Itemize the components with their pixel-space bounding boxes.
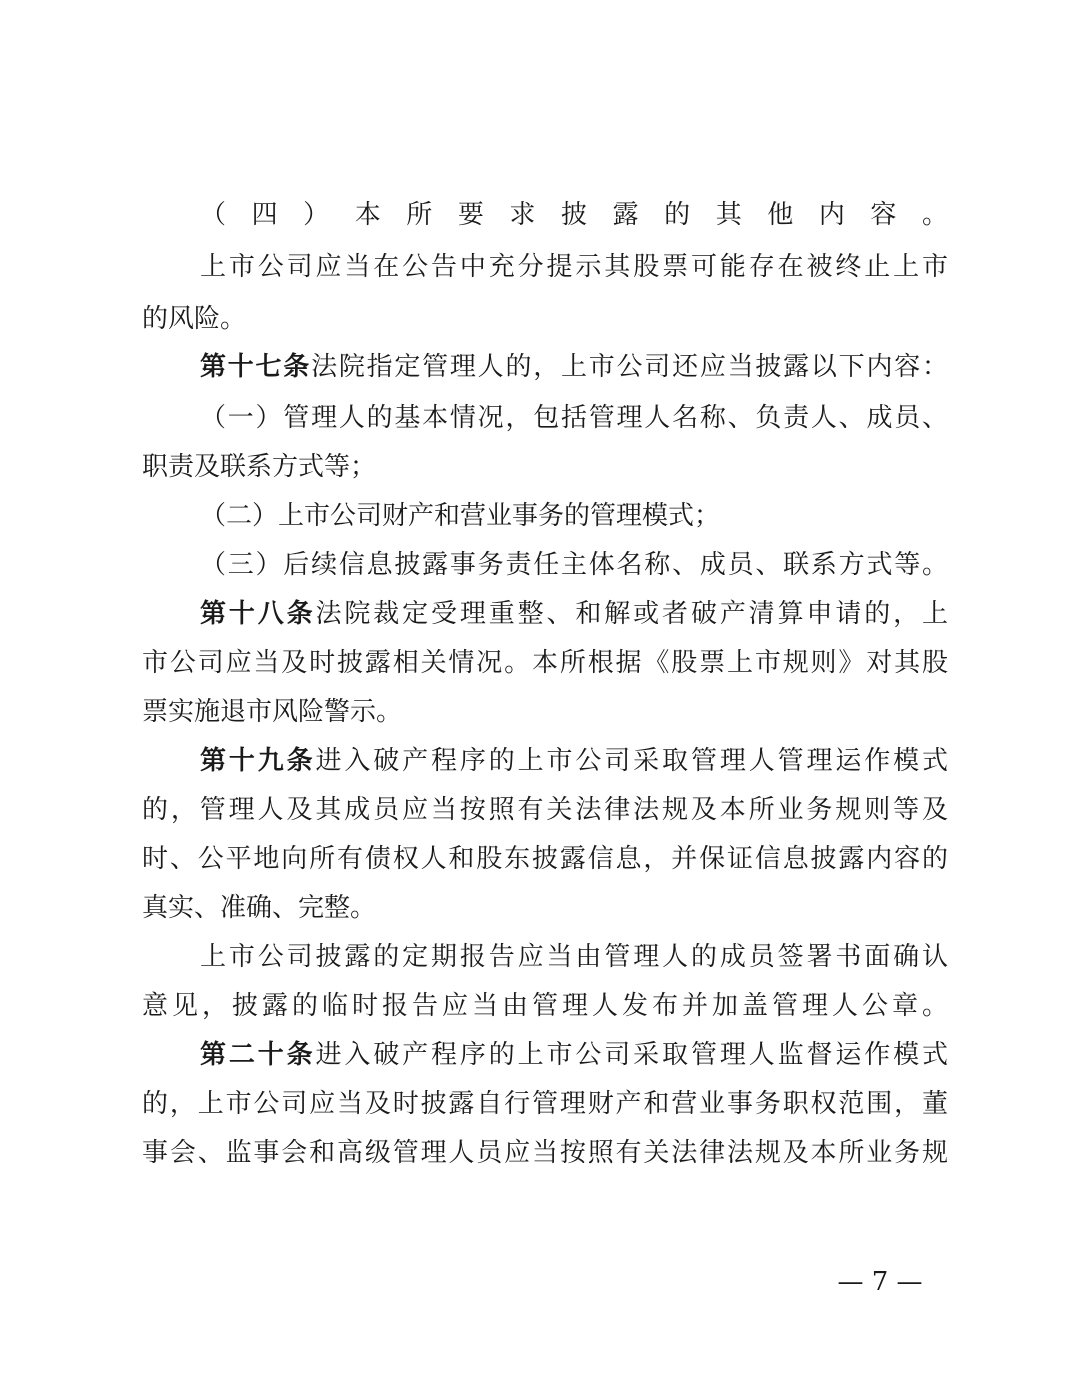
text-span: （四）本所要求披露的其他内容。: [200, 200, 948, 230]
text-span: （二）上市公司财产和营业事务的管理模式；: [200, 501, 721, 531]
paragraph-line: [142, 839, 948, 879]
text-span: 市公司应当及时披露相关情况。本所根据《股票上市规则》对其股: [142, 648, 948, 678]
text-span: 的，上市公司应当及时披露自行管理财产和营业事务职权范围，董: [142, 1089, 948, 1119]
article-20-label: 第二十条: [200, 1040, 316, 1070]
text-span: 票实施退市风险警示。: [142, 697, 403, 727]
article-17-line: [200, 347, 948, 387]
paragraph-line: [142, 790, 948, 830]
page-number: — 7 —: [837, 1267, 923, 1297]
text-span: （三）后续信息披露事务责任主体名称、成员、联系方式等。: [200, 550, 948, 580]
article-19-label: 第十九条: [200, 746, 316, 776]
paragraph-line: [142, 299, 948, 339]
article-18-line: [200, 594, 948, 634]
clause-1-line: [200, 398, 948, 438]
text-span: 的，管理人及其成员应当按照有关法律法规及本所业务规则等及: [142, 795, 948, 825]
clause-4-line: [200, 195, 948, 235]
paragraph-line: [142, 643, 948, 683]
article-18-label: 第十八条: [200, 599, 316, 629]
article-17-label: 第十七条: [200, 352, 312, 382]
text-span: 意见，披露的临时报告应当由管理人发布并加盖管理人公章。: [142, 991, 948, 1021]
paragraph-line: [142, 447, 948, 487]
text-span: 真实、准确、完整。: [142, 893, 377, 923]
paragraph-line: [142, 1084, 948, 1124]
paragraph-line: [142, 692, 948, 732]
paragraph-line: [142, 888, 948, 928]
paragraph-line: [200, 937, 948, 977]
text-span: 时、公平地向所有债权人和股东披露信息，并保证信息披露内容的: [142, 844, 948, 874]
paragraph-line: [142, 1133, 948, 1173]
clause-2-line: [200, 496, 948, 536]
text-span: 上市公司披露的定期报告应当由管理人的成员签署书面确认: [200, 942, 948, 972]
text-span: 上市公司应当在公告中充分提示其股票可能存在被终止上市: [200, 252, 948, 282]
article-19-line: [200, 741, 948, 781]
paragraph-line: [200, 247, 948, 287]
text-span: 的风险。: [142, 304, 247, 334]
text-span: 职责及联系方式等；: [142, 452, 377, 482]
text-span: 法院指定管理人的，上市公司还应当披露以下内容：: [311, 352, 948, 382]
text-span: 进入破产程序的上市公司采取管理人管理运作模式: [315, 746, 948, 776]
text-span: 事会、监事会和高级管理人员应当按照有关法律法规及本所业务规: [142, 1138, 948, 1168]
paragraph-line: [142, 986, 948, 1026]
text-span: 法院裁定受理重整、和解或者破产清算申请的，上: [315, 599, 948, 629]
text-span: 进入破产程序的上市公司采取管理人监督运作模式: [315, 1040, 948, 1070]
text-span: （一）管理人的基本情况，包括管理人名称、负责人、成员、: [200, 403, 948, 433]
article-20-line: [200, 1035, 948, 1075]
clause-3-line: [200, 545, 948, 585]
